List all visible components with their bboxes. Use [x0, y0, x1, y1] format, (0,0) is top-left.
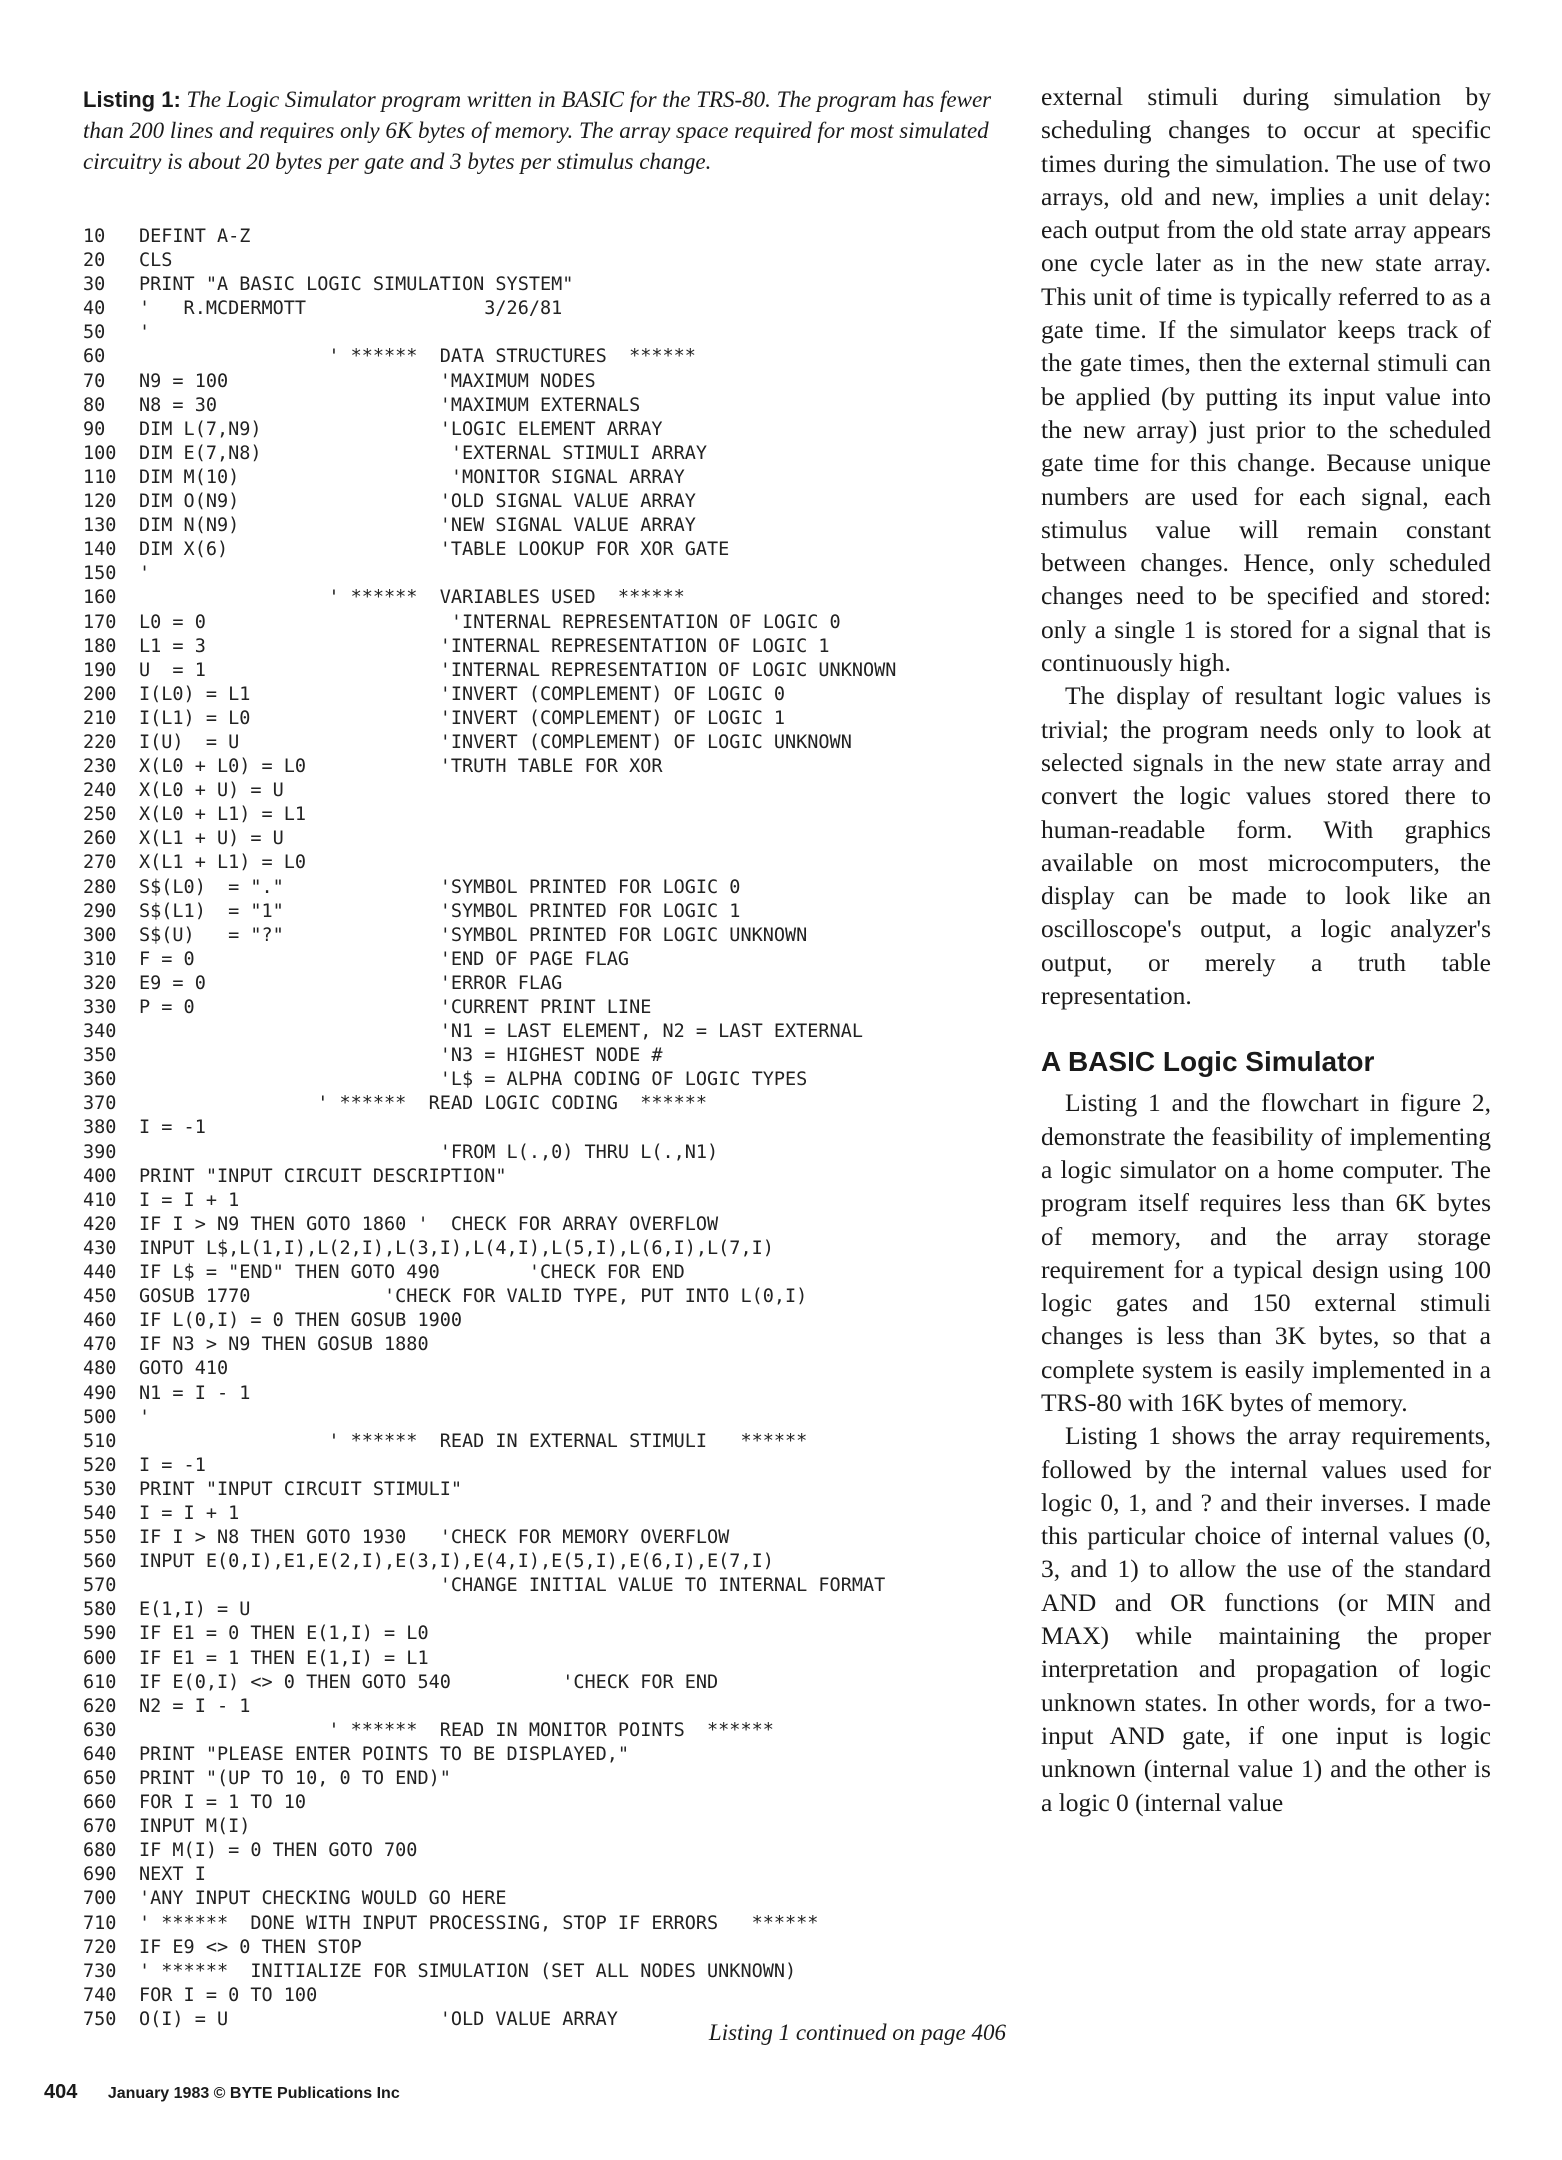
- code-line: [83, 1598, 1023, 1622]
- code-statement: ' ****** INITIALIZE FOR SIMULATION (SET ALL NODES UNKNOWN): [139, 1960, 797, 1982]
- code-line: [83, 1309, 1023, 1333]
- line-number: 710: [83, 1912, 117, 1934]
- code-statement: ': [139, 1406, 151, 1428]
- line-number: 620: [83, 1695, 117, 1717]
- line-number: 680: [83, 1840, 117, 1862]
- code-statement: DIM O(N9) 'OLD SIGNAL VALUE ARRAY: [139, 491, 696, 513]
- line-number: 150: [83, 563, 117, 585]
- code-line: [83, 755, 1023, 779]
- line-number: 450: [83, 1286, 117, 1308]
- code-line: [83, 851, 1023, 875]
- code-statement: 'FROM L(.,0) THRU L(.,N1): [139, 1141, 719, 1163]
- code-statement: P = 0 'CURRENT PRINT LINE: [139, 997, 652, 1018]
- code-statement: PRINT "(UP TO 10, 0 TO END)": [139, 1768, 451, 1789]
- line-number: 280: [83, 876, 117, 898]
- code-line: [83, 225, 1023, 249]
- line-number: 60: [83, 346, 106, 368]
- code-line: [83, 1526, 1023, 1550]
- code-statement: F = 0 'END OF PAGE FLAG: [139, 948, 630, 970]
- line-number: 530: [83, 1478, 117, 1500]
- section-heading: A BASIC Logic Simulator: [1041, 1046, 1375, 1078]
- code-statement: N2 = I - 1: [139, 1695, 251, 1717]
- code-statement: X(L1 + U) = U: [139, 828, 284, 850]
- code-line: [83, 1984, 1023, 2008]
- code-statement: DIM X(6) 'TABLE LOOKUP FOR XOR GATE: [139, 539, 730, 561]
- line-number: 370: [83, 1093, 117, 1115]
- code-line: [83, 1092, 1023, 1116]
- code-line: [83, 1839, 1023, 1863]
- code-statement: L0 = 0 'INTERNAL REPRESENTATION OF LOGIC 0: [139, 611, 841, 633]
- line-number: 510: [83, 1430, 117, 1452]
- code-statement: ' ****** READ LOGIC CODING ******: [139, 1093, 708, 1115]
- line-number: 340: [83, 1021, 117, 1043]
- code-statement: I(L0) = L1 'INVERT (COMPLEMENT) OF LOGIC 0: [139, 683, 786, 705]
- code-line: [83, 1189, 1023, 1213]
- code-line: [83, 1044, 1023, 1068]
- line-number: 110: [83, 466, 117, 488]
- article-paragraph: Listing 1 and the flowchart in figure 2, demonstrate the feasibility of implementing a logic simulator on a home computer. The program itself requires less than 6K bytes of memory, and the array storage requirement for a typical design using 100 logic gates and 150 external stimuli changes is less than 3K bytes, so that a complete system is easily implemented in a TRS-80 with 16K bytes of memory.: [1041, 1088, 1491, 1417]
- line-number: 690: [83, 1864, 117, 1886]
- code-statement: IF L(0,I) = 0 THEN GOSUB 1900: [139, 1310, 463, 1332]
- code-line: [83, 586, 1023, 610]
- line-number: 580: [83, 1599, 117, 1621]
- line-number: 120: [83, 491, 117, 513]
- code-line: [83, 514, 1023, 538]
- code-statement: 'N3 = HIGHEST NODE #: [139, 1045, 663, 1067]
- line-number: 30: [83, 274, 106, 296]
- code-statement: GOSUB 1770 'CHECK FOR VALID TYPE, PUT INTO L(0,I): [139, 1286, 808, 1308]
- line-number: 130: [83, 515, 117, 537]
- line-number: 640: [83, 1743, 117, 1765]
- line-number: 360: [83, 1069, 117, 1091]
- line-number: 350: [83, 1045, 117, 1067]
- code-line: [83, 1791, 1023, 1815]
- code-line: [83, 876, 1023, 900]
- code-statement: 'L$ = ALPHA CODING OF LOGIC TYPES: [139, 1069, 808, 1091]
- code-statement: INPUT L$,L(1,I),L(2,I),L(3,I),L(4,I),L(5,I),L(6,I),L(7,I): [139, 1237, 774, 1259]
- code-line: [83, 659, 1023, 683]
- article-paragraph: external stimuli during simulation by scheduling changes to occur at specific times during the simulation. The use of two arrays, old and new, implies a unit delay: each output from the old state array appears one cycle later as in the new state array. This unit of time is typically referred to as a gate time. If the simulator keeps track of the gate times, then the external stimuli can be applied (by putting its input value into the new array) just prior to the scheduled gate time for this change. Because unique numbers are used for each signal, each stimulus value will remain constant between changes. Hence, only scheduled changes need to be specified and stored: only a single 1 is stored for a signal that is continuously high.: [1041, 82, 1491, 678]
- code-line: [83, 1815, 1023, 1839]
- code-line: [83, 900, 1023, 924]
- code-line: [83, 1960, 1023, 1984]
- code-statement: NEXT I: [139, 1864, 206, 1886]
- code-line: [83, 1261, 1023, 1285]
- code-statement: 'CHANGE INITIAL VALUE TO INTERNAL FORMAT: [139, 1575, 886, 1597]
- code-statement: IF I > N8 THEN GOTO 1930 'CHECK FOR MEMORY OVERFLOW: [139, 1527, 730, 1549]
- code-line: [83, 1622, 1023, 1646]
- line-number: 570: [83, 1575, 117, 1597]
- code-line: [83, 827, 1023, 851]
- line-number: 500: [83, 1406, 117, 1428]
- code-statement: IF E1 = 0 THEN E(1,I) = L0: [139, 1623, 429, 1645]
- line-number: 740: [83, 1984, 117, 2006]
- code-line: [83, 731, 1023, 755]
- line-number: 10: [83, 226, 106, 247]
- line-number: 330: [83, 997, 117, 1018]
- code-line: [83, 1671, 1023, 1695]
- line-number: 430: [83, 1237, 117, 1259]
- code-statement: I = I + 1: [139, 1189, 240, 1211]
- basic-listing: [83, 225, 1023, 2047]
- line-number: 480: [83, 1358, 117, 1380]
- code-statement: PRINT "PLEASE ENTER POINTS TO BE DISPLAYED,": [139, 1743, 630, 1765]
- line-number: 210: [83, 707, 117, 729]
- line-number: 100: [83, 442, 117, 464]
- line-number: 170: [83, 611, 117, 633]
- code-statement: N1 = I - 1: [139, 1382, 251, 1404]
- code-line: [83, 611, 1023, 635]
- code-line: [83, 1863, 1023, 1887]
- code-statement: S$(L1) = "1" 'SYMBOL PRINTED FOR LOGIC 1: [139, 900, 741, 922]
- continued-note: Listing 1 continued on page 406: [708, 2020, 1006, 2045]
- code-line: [83, 1406, 1023, 1430]
- code-line: [83, 249, 1023, 273]
- code-line: [83, 1357, 1023, 1381]
- code-statement: I = I + 1: [139, 1502, 240, 1524]
- code-statement: IF N3 > N9 THEN GOSUB 1880: [139, 1334, 429, 1356]
- line-number: 40: [83, 298, 106, 320]
- code-statement: PRINT "INPUT CIRCUIT STIMULI": [139, 1478, 463, 1500]
- line-number: 300: [83, 924, 117, 946]
- line-number: 270: [83, 852, 117, 874]
- line-number: 190: [83, 659, 117, 681]
- code-line: [83, 1743, 1023, 1767]
- line-number: 750: [83, 2008, 117, 2030]
- code-line: [83, 1647, 1023, 1671]
- code-line: [83, 972, 1023, 996]
- code-line: [83, 1936, 1023, 1960]
- code-statement: DIM L(7,N9) 'LOGIC ELEMENT ARRAY: [139, 418, 663, 440]
- code-statement: L1 = 3 'INTERNAL REPRESENTATION OF LOGIC 1: [139, 635, 830, 657]
- code-statement: IF E(0,I) <> 0 THEN GOTO 540 'CHECK FOR END: [139, 1671, 719, 1693]
- code-line: [83, 1165, 1023, 1189]
- code-statement: ' ****** READ IN EXTERNAL STIMULI ******: [139, 1430, 808, 1452]
- code-statement: X(L1 + L1) = L0: [139, 852, 307, 874]
- code-statement: DIM E(7,N8) 'EXTERNAL STIMULI ARRAY: [139, 442, 708, 464]
- line-number: 670: [83, 1816, 117, 1838]
- code-line: [83, 1333, 1023, 1357]
- line-number: 540: [83, 1502, 117, 1524]
- line-number: 290: [83, 900, 117, 922]
- code-line: [83, 1767, 1023, 1791]
- page-footer: [44, 2081, 400, 2104]
- code-statement: CLS: [139, 250, 173, 272]
- code-statement: 'N1 = LAST ELEMENT, N2 = LAST EXTERNAL: [139, 1021, 863, 1043]
- code-statement: IF E9 <> 0 THEN STOP: [139, 1936, 362, 1958]
- issue-credit: January 1983 © BYTE Publications Inc: [107, 2085, 400, 2102]
- code-line: [83, 1213, 1023, 1237]
- line-number: 80: [83, 394, 106, 416]
- code-statement: ' ****** VARIABLES USED ******: [139, 587, 685, 609]
- line-number: 220: [83, 731, 117, 753]
- code-statement: E(1,I) = U: [139, 1599, 251, 1621]
- code-statement: DIM M(10) 'MONITOR SIGNAL ARRAY: [139, 466, 685, 488]
- code-line: [83, 1478, 1023, 1502]
- code-line: [83, 803, 1023, 827]
- code-statement: IF L$ = "END" THEN GOTO 490 'CHECK FOR END: [139, 1262, 685, 1284]
- code-statement: I = -1: [139, 1454, 206, 1476]
- line-number: 250: [83, 804, 117, 826]
- code-line: [83, 418, 1023, 442]
- line-number: 600: [83, 1647, 117, 1669]
- code-line: [83, 370, 1023, 394]
- line-number: 700: [83, 1888, 117, 1910]
- article-paragraph: Listing 1 shows the array requirements, followed by the internal values used for logic 0, 1, and ? and their inverses. I made this particular choice of internal values (0, 3, and 1) to allow the use of the standard AND and OR functions (or MIN and MAX) while maintaining the proper interpretation and propagation of logic unknown states. In other words, for a two-input AND gate, if one input is logic unknown (internal value 1) and the other is a logic 0 (internal value: [1041, 1421, 1491, 1817]
- code-statement: GOTO 410: [139, 1358, 229, 1380]
- code-statement: PRINT "A BASIC LOGIC SIMULATION SYSTEM": [139, 274, 574, 296]
- listing-caption: [83, 84, 1009, 177]
- code-statement: ' ****** DATA STRUCTURES ******: [139, 346, 696, 368]
- line-number: 160: [83, 587, 117, 609]
- code-line: [83, 394, 1023, 418]
- line-number: 650: [83, 1768, 117, 1789]
- line-number: 200: [83, 683, 117, 705]
- line-number: 240: [83, 780, 117, 802]
- code-statement: IF E1 = 1 THEN E(1,I) = L1: [139, 1647, 429, 1669]
- caption-text: The Logic Simulator program written in BASIC for the TRS-80. The program has fewer than 200 lines and requires only 6K bytes of memory. The array space required for most simulated circuitry is about 20 bytes per gate and 3 bytes per stimulus change.: [83, 87, 992, 174]
- line-number: 560: [83, 1551, 117, 1573]
- code-line: [83, 1912, 1023, 1936]
- line-number: 380: [83, 1117, 117, 1139]
- code-line: [83, 562, 1023, 586]
- code-statement: IF M(I) = 0 THEN GOTO 700: [139, 1840, 418, 1862]
- line-number: 470: [83, 1334, 117, 1356]
- code-line: [83, 273, 1023, 297]
- line-number: 630: [83, 1719, 117, 1741]
- code-statement: DEFINT A-Z: [139, 226, 251, 247]
- code-statement: I(U) = U 'INVERT (COMPLEMENT) OF LOGIC UNKNOWN: [139, 731, 852, 753]
- code-line: [83, 1574, 1023, 1598]
- line-number: 550: [83, 1527, 117, 1549]
- line-number: 590: [83, 1623, 117, 1645]
- code-line: [83, 1068, 1023, 1092]
- code-line: [83, 683, 1023, 707]
- code-statement: S$(L0) = "." 'SYMBOL PRINTED FOR LOGIC 0: [139, 876, 741, 898]
- code-statement: FOR I = 1 TO 10: [139, 1792, 307, 1814]
- code-line: [83, 1020, 1023, 1044]
- code-statement: E9 = 0 'ERROR FLAG: [139, 972, 563, 994]
- code-statement: 'ANY INPUT CHECKING WOULD GO HERE: [139, 1888, 507, 1910]
- line-number: 230: [83, 756, 117, 778]
- line-number: 70: [83, 370, 106, 392]
- line-number: 410: [83, 1189, 117, 1211]
- code-statement: X(L0 + L0) = L0 'TRUTH TABLE FOR XOR: [139, 756, 663, 778]
- code-line: [83, 1454, 1023, 1478]
- code-statement: S$(U) = "?" 'SYMBOL PRINTED FOR LOGIC UNKNOWN: [139, 924, 808, 946]
- code-statement: I = -1: [139, 1117, 206, 1139]
- code-line: [83, 1116, 1023, 1140]
- code-statement: ': [139, 563, 151, 585]
- line-number: 320: [83, 972, 117, 994]
- code-statement: ' R.MCDERMOTT 3/26/81: [139, 298, 563, 320]
- line-number: 730: [83, 1960, 117, 1982]
- line-number: 460: [83, 1310, 117, 1332]
- page-number: 404: [44, 2081, 78, 2103]
- code-line: [83, 996, 1023, 1020]
- code-line: [83, 924, 1023, 948]
- code-statement: IF I > N9 THEN GOTO 1860 ' CHECK FOR ARRAY OVERFLOW: [139, 1213, 719, 1235]
- code-statement: U = 1 'INTERNAL REPRESENTATION OF LOGIC UNKNOWN: [139, 659, 897, 681]
- code-statement: N9 = 100 'MAXIMUM NODES: [139, 370, 596, 392]
- code-line: [83, 1719, 1023, 1743]
- code-line: [83, 1382, 1023, 1406]
- line-number: 610: [83, 1671, 117, 1693]
- code-line: [83, 1285, 1023, 1309]
- code-statement: ' ****** READ IN MONITOR POINTS ******: [139, 1719, 774, 1741]
- code-statement: DIM N(N9) 'NEW SIGNAL VALUE ARRAY: [139, 515, 696, 537]
- line-number: 420: [83, 1213, 117, 1235]
- caption-label: Listing 1:: [83, 87, 181, 112]
- line-number: 20: [83, 250, 106, 272]
- code-line: [83, 1695, 1023, 1719]
- code-line: [83, 948, 1023, 972]
- code-line: [83, 1237, 1023, 1261]
- line-number: 440: [83, 1262, 117, 1284]
- line-number: 720: [83, 1936, 117, 1958]
- code-statement: I(L1) = L0 'INVERT (COMPLEMENT) OF LOGIC 1: [139, 707, 786, 729]
- code-statement: N8 = 30 'MAXIMUM EXTERNALS: [139, 394, 641, 416]
- line-number: 90: [83, 418, 106, 440]
- code-line: [83, 1502, 1023, 1526]
- line-number: 140: [83, 539, 117, 561]
- code-line: [83, 779, 1023, 803]
- line-number: 310: [83, 948, 117, 970]
- line-number: 520: [83, 1454, 117, 1476]
- code-statement: ': [139, 322, 151, 344]
- code-statement: O(I) = U 'OLD VALUE ARRAY: [139, 2008, 618, 2030]
- code-line: [83, 707, 1023, 731]
- line-number: 390: [83, 1141, 117, 1163]
- code-statement: X(L0 + L1) = L1: [139, 804, 307, 826]
- code-line: [83, 1887, 1023, 1911]
- code-line: [83, 345, 1023, 369]
- code-statement: PRINT "INPUT CIRCUIT DESCRIPTION": [139, 1165, 507, 1187]
- code-line: [83, 442, 1023, 466]
- code-statement: ' ****** DONE WITH INPUT PROCESSING, STOP IF ERRORS ******: [139, 1912, 819, 1934]
- line-number: 260: [83, 828, 117, 850]
- line-number: 50: [83, 322, 106, 344]
- line-number: 490: [83, 1382, 117, 1404]
- code-line: [83, 635, 1023, 659]
- code-line: [83, 321, 1023, 345]
- code-statement: INPUT M(I): [139, 1816, 251, 1838]
- code-line: [83, 466, 1023, 490]
- code-line: [83, 538, 1023, 562]
- line-number: 400: [83, 1165, 117, 1187]
- line-number: 660: [83, 1792, 117, 1814]
- article-paragraph: The display of resultant logic values is trivial; the program needs only to look at selected signals in the new state array and convert the logic values stored there to human-readable form. With graphics available on most microcomputers, the display can be made to look like an oscilloscope's output, a logic analyzer's output, or merely a truth table representation.: [1041, 681, 1491, 1011]
- code-statement: FOR I = 0 TO 100: [139, 1984, 318, 2006]
- code-statement: X(L0 + U) = U: [139, 780, 284, 802]
- code-line: [83, 1141, 1023, 1165]
- code-statement: INPUT E(0,I),E1,E(2,I),E(3,I),E(4,I),E(5,I),E(6,I),E(7,I): [139, 1551, 774, 1573]
- article-body-column: [1041, 80, 1491, 1819]
- code-line: [83, 1430, 1023, 1454]
- code-line: [83, 297, 1023, 321]
- code-line: [83, 1550, 1023, 1574]
- code-line: [83, 490, 1023, 514]
- line-number: 180: [83, 635, 117, 657]
